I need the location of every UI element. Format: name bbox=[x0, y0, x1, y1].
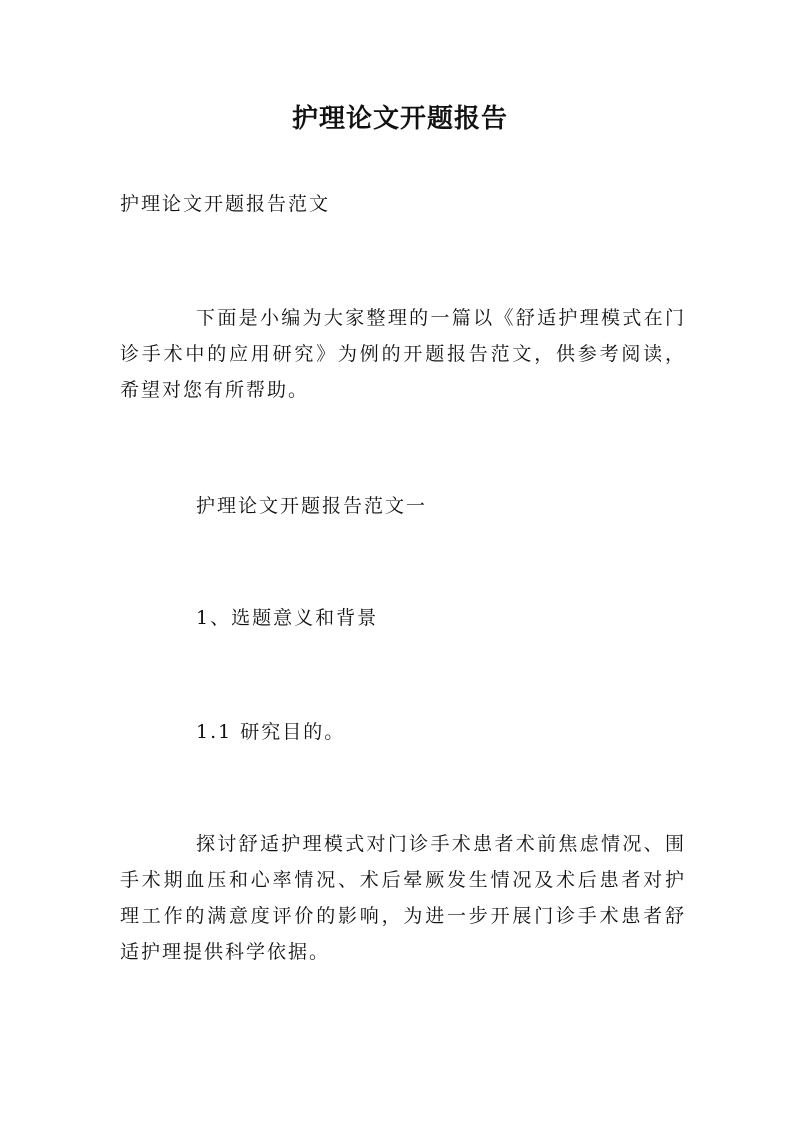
subtitle-line: 护理论文开题报告范文 bbox=[120, 193, 331, 215]
subsection-heading-1-1: 1.1 研究目的。 bbox=[196, 721, 346, 743]
subsection-heading-1: 1、选题意义和背景 bbox=[196, 607, 379, 629]
body-paragraph: 探讨舒适护理模式对门诊手术患者术前焦虑情况、围手术期血压和心率情况、术后晕厥发生情况及术后患者对护理工作的满意度评价的影响，为进一步开展门诊手术患者舒适护理提供科学依据。 bbox=[120, 833, 686, 963]
document-title: 护理论文开题报告 bbox=[291, 104, 508, 134]
section-heading: 护理论文开题报告范文一 bbox=[196, 495, 428, 517]
intro-paragraph: 下面是小编为大家整理的一篇以《舒适护理模式在门诊手术中的应用研究》为例的开题报告范文，供参考阅读，希望对您有所帮助。 bbox=[120, 307, 686, 401]
